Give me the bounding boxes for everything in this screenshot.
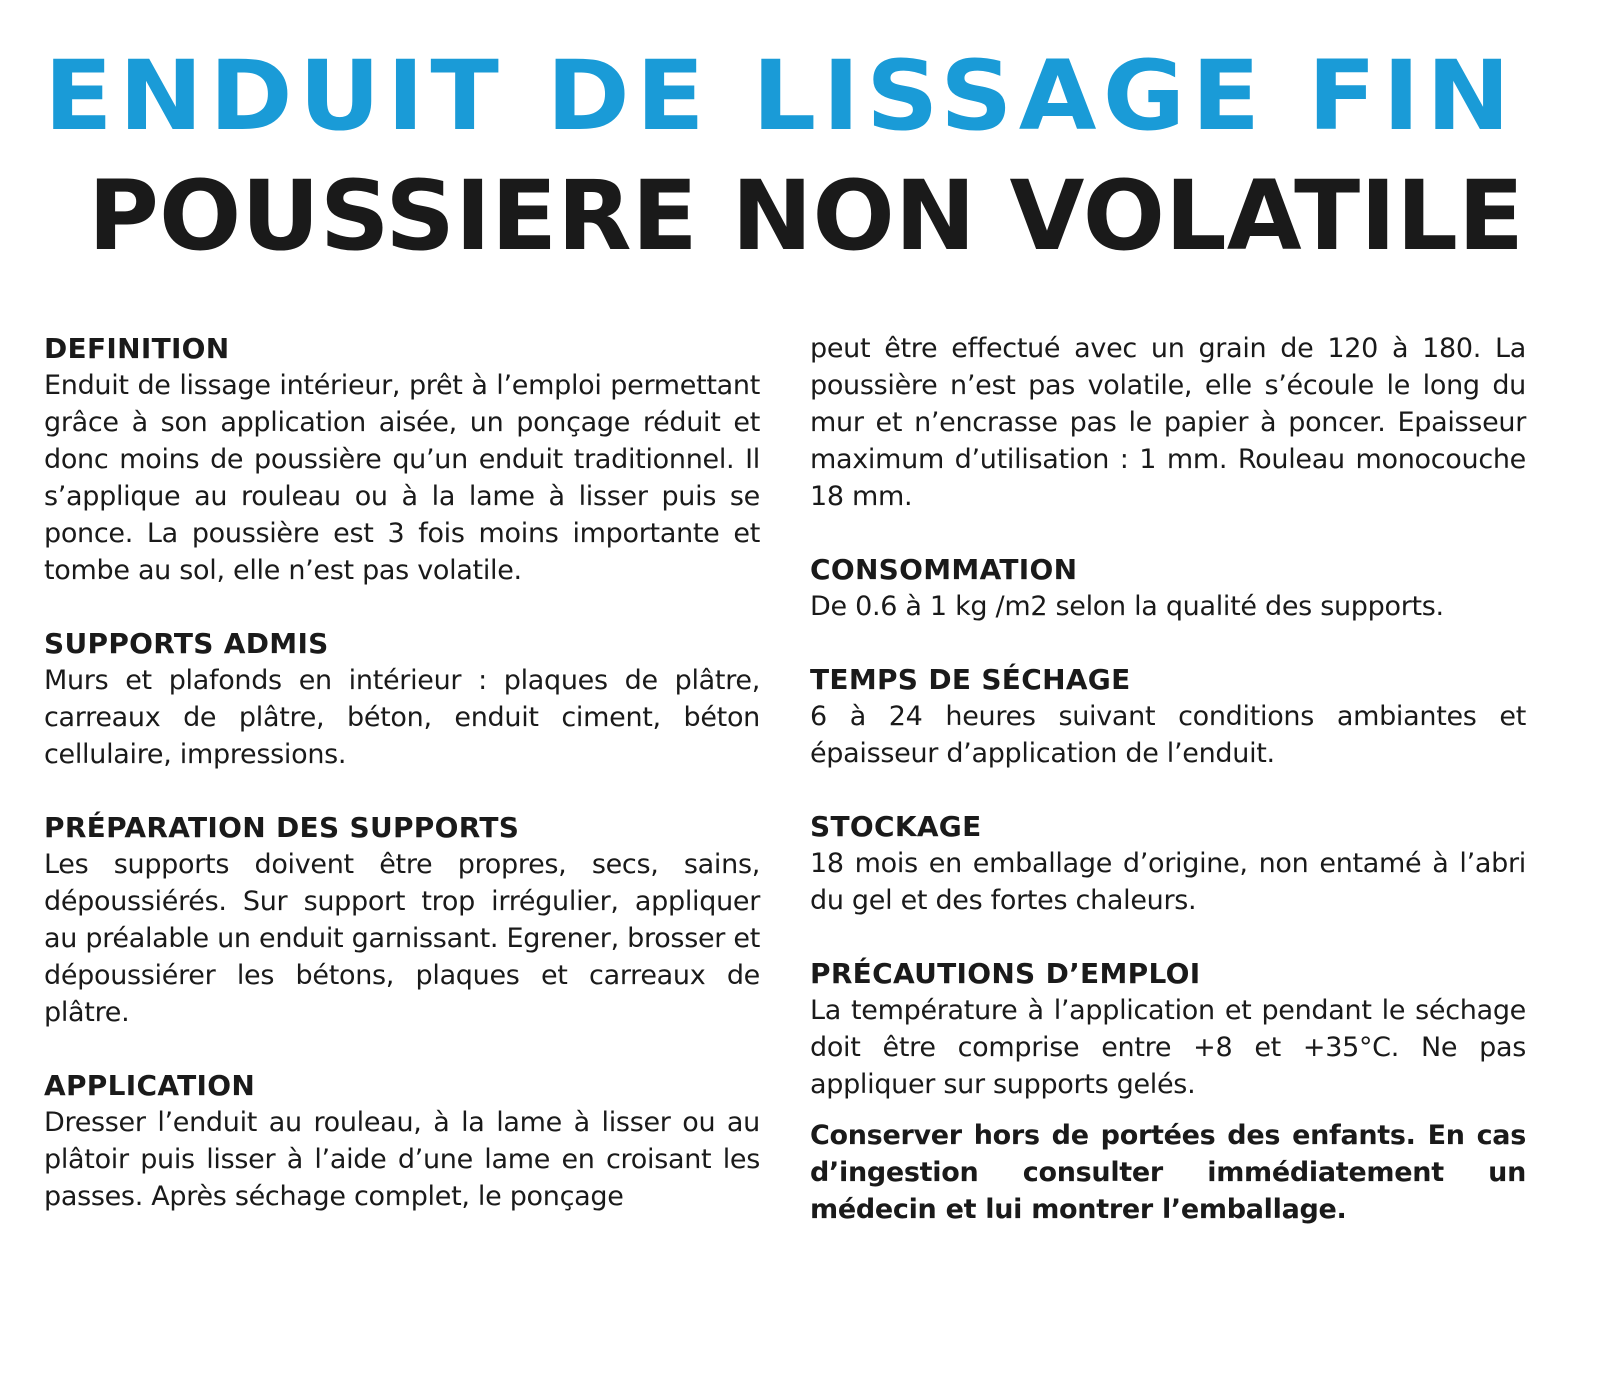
section-heading: STOCKAGE bbox=[810, 810, 982, 843]
title-line-2: POUSSIERE NON VOLATILE bbox=[88, 160, 1525, 272]
section-text: 18 mois en emballage d’origine, non entamé à l’abri du gel et des fortes chaleurs. bbox=[810, 848, 1526, 916]
section-text: Enduit de lissage intérieur, prêt à l’emploi permettant grâce à son application aisée, un ponçage réduit et donc moins de poussière qu’un enduit traditionnel. Il s’applique au rouleau ou à la lame à lisser puis se ponce. La poussière est 3 fois moins importante et tombe au sol, elle n’est pas volatile. bbox=[44, 370, 760, 586]
section-text: Les supports doivent être propres, secs, sains, dépoussiérés. Sur support trop irrégulier, appliquer au préalable un enduit garnissant. Egrener, brosser et dépoussiérer les bétons, plaques et carreaux de plâtre. bbox=[44, 849, 760, 1028]
section-heading: APPLICATION bbox=[44, 1069, 256, 1102]
section-text: La température à l’application et pendant le séchage doit être comprise entre +8 et +35°C. Ne pas appliquer sur supports gelés. bbox=[810, 995, 1526, 1100]
section-application bbox=[44, 1067, 760, 1215]
section-heading: CONSOMMATION bbox=[810, 553, 1078, 586]
section-text: Murs et plafonds en intérieur : plaques de plâtre, carreaux de plâtre, béton, enduit ciment, béton cellulaire, impressions. bbox=[44, 665, 760, 770]
section-consommation bbox=[810, 551, 1526, 625]
section-supports-admis bbox=[44, 625, 760, 773]
section-heading: PRÉCAUTIONS D’EMPLOI bbox=[810, 957, 1201, 990]
left-column bbox=[44, 330, 760, 1251]
section-text: De 0.6 à 1 kg /m2 selon la qualité des supports. bbox=[810, 591, 1444, 622]
section-heading: SUPPORTS ADMIS bbox=[44, 627, 329, 660]
section-heading: TEMPS DE SÉCHAGE bbox=[810, 663, 1131, 696]
safety-warning bbox=[810, 1117, 1526, 1228]
section-temps-sechage bbox=[810, 661, 1526, 772]
section-heading: PRÉPARATION DES SUPPORTS bbox=[44, 811, 520, 844]
right-column bbox=[810, 330, 1526, 1264]
section-application-continued bbox=[810, 330, 1526, 515]
section-text: peut être effectué avec un grain de 120 à 180. La poussière n’est pas volatile, elle s’écoule le long du mur et n’encrasse pas le papier à poncer. Epaisseur maximum d’utilisation : 1 mm. Rouleau monocouche 18 mm. bbox=[810, 333, 1526, 512]
section-definition bbox=[44, 330, 760, 589]
section-preparation bbox=[44, 809, 760, 1031]
section-stockage bbox=[810, 808, 1526, 919]
section-heading: DEFINITION bbox=[44, 332, 230, 365]
section-text: Dresser l’enduit au rouleau, à la lame à lisser ou au plâtoir puis lisser à l’aide d’une lame en croisant les passes. Après séchage complet, le ponçage bbox=[44, 1107, 760, 1212]
section-text: 6 à 24 heures suivant conditions ambiantes et épaisseur d’application de l’enduit. bbox=[810, 701, 1526, 769]
warning-text: Conserver hors de portées des enfants. En cas d’ingestion consulter immédiatement un médecin et lui montrer l’emballage. bbox=[810, 1120, 1526, 1225]
section-precautions bbox=[810, 955, 1526, 1103]
title-line-1: ENDUIT DE LISSAGE FIN bbox=[44, 40, 1517, 152]
